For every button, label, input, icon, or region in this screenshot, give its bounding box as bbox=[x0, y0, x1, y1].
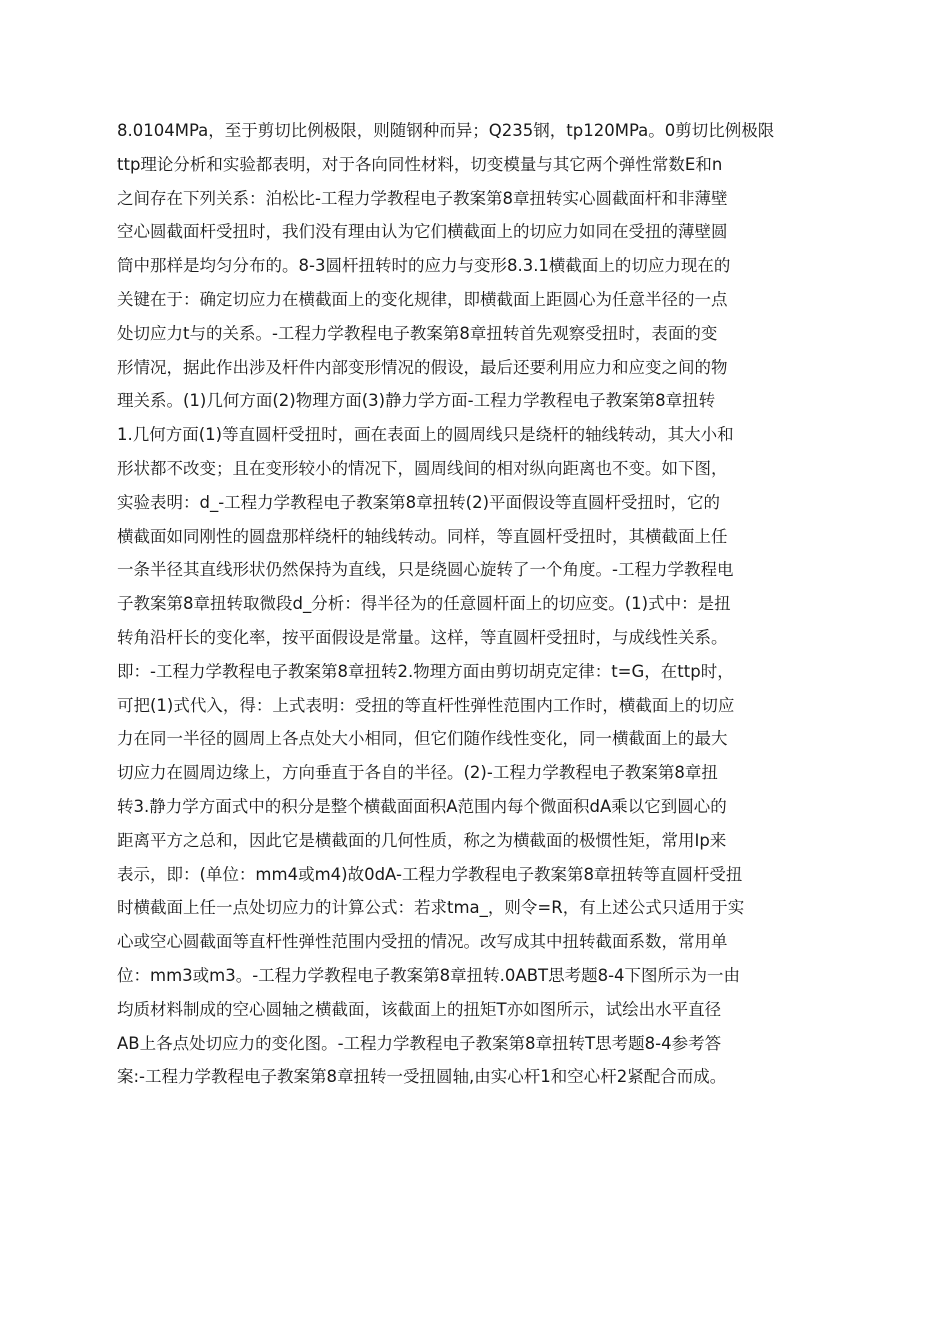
text-line: AB上各点处切应力的变化图。-工程力学教程电子教案第8章扭转T思考题8-4参考答 bbox=[117, 1033, 722, 1053]
text-line: 1.几何方面(1)等直圆杆受扭时，画在表面上的圆周线只是绕杆的轴线转动，其大小和 bbox=[117, 425, 734, 445]
text-line: 形状都不改变；且在变形较小的情况下，圆周线间的相对纵向距离也不变。如下图， bbox=[117, 458, 728, 478]
text-line: 转角沿杆长的变化率，按平面假设是常量。这样，等直圆杆受扭时，与成线性关系。 bbox=[117, 627, 728, 647]
text-line: 力在同一半径的圆周上各点处大小相同，但它们随作线性变化，同一横截面上的最大 bbox=[117, 729, 728, 749]
document-body bbox=[117, 114, 845, 1094]
text-line: 表示，即：(单位：mm4或m4)故0dA-工程力学教程电子教案第8章扭转等直圆杆受扭 bbox=[117, 864, 743, 884]
text-line: 心或空心圆截面等直杆性弹性范围内受扭的情况。改写成其中扭转截面系数，常用单 bbox=[117, 932, 728, 952]
text-line: 之间存在下列关系：泊松比-工程力学教程电子教案第8章扭转实心圆截面杆和非薄壁 bbox=[117, 188, 728, 208]
text-line: 实验表明：d_-工程力学教程电子教案第8章扭转(2)平面假设等直圆杆受扭时，它的 bbox=[117, 492, 721, 512]
text-line: 即：-工程力学教程电子教案第8章扭转2.物理方面由剪切胡克定律：t=G，在ttp时， bbox=[117, 661, 734, 681]
text-line: 转3.静力学方面式中的积分是整个横截面面积A范围内每个微面积dA乘以它到圆心的 bbox=[117, 796, 727, 816]
text-line: 切应力在圆周边缘上，方向垂直于各自的半径。(2)-工程力学教程电子教案第8章扭 bbox=[117, 763, 718, 783]
text-line: 处切应力t与的关系。-工程力学教程电子教案第8章扭转首先观察受扭时，表面的变 bbox=[117, 323, 718, 343]
text-line: 形情况，据此作出涉及杆件内部变形情况的假设，最后还要利用应力和应变之间的物 bbox=[117, 357, 728, 377]
text-line: 位：mm3或m3。-工程力学教程电子教案第8章扭转.0ABT思考题8-4下图所示为一由 bbox=[117, 965, 741, 985]
text-line: 案:-工程力学教程电子教案第8章扭转一受扭圆轴,由实心杆1和空心杆2紧配合而成。 bbox=[117, 1067, 727, 1087]
text-line: 距离平方之总和，因此它是横截面的几何性质，称之为横截面的极惯性矩，常用Ip来 bbox=[117, 830, 727, 850]
text-line: 关键在于：确定切应力在横截面上的变化规律，即横截面上距圆心为任意半径的一点 bbox=[117, 289, 728, 309]
text-line: 时横截面上任一点处切应力的计算公式：若求tma_，则令=R，有上述公式只适用于实 bbox=[117, 898, 745, 918]
text-line: 筒中那样是均匀分布的。8-3圆杆扭转时的应力与变形8.3.1横截面上的切应力现在的 bbox=[117, 256, 731, 276]
text-line: 空心圆截面杆受扭时，我们没有理由认为它们横截面上的切应力如同在受扭的薄壁圆 bbox=[117, 222, 728, 242]
text-line: 8.0104MPa，至于剪切比例极限，则随钢种而异；Q235钢，tp120MPa。0剪切比例极限 bbox=[117, 121, 775, 140]
text-line: ttp理论分析和实验都表明，对于各向同性材料，切变模量与其它两个弹性常数E和n bbox=[117, 154, 723, 174]
text-line: 横截面如同刚性的圆盘那样绕杆的轴线转动。同样，等直圆杆受扭时，其横截面上任 bbox=[117, 526, 728, 546]
text-line: 可把(1)式代入，得：上式表明：受扭的等直杆性弹性范围内工作时，横截面上的切应 bbox=[117, 695, 735, 715]
text-line: 均质材料制成的空心圆轴之横截面，该截面上的扭矩T亦如图所示，试绘出水平直径 bbox=[117, 999, 722, 1019]
text-line: 理关系。(1)几何方面(2)物理方面(3)静力学方面-工程力学教程电子教案第8章扭转 bbox=[117, 391, 716, 411]
text-line: 子教案第8章扭转取微段d_分析：得半径为的任意圆杆面上的切应变。(1)式中：是扭 bbox=[117, 594, 731, 614]
text-line: 一条半径其直线形状仍然保持为直线，只是绕圆心旋转了一个角度。-工程力学教程电 bbox=[117, 560, 734, 580]
